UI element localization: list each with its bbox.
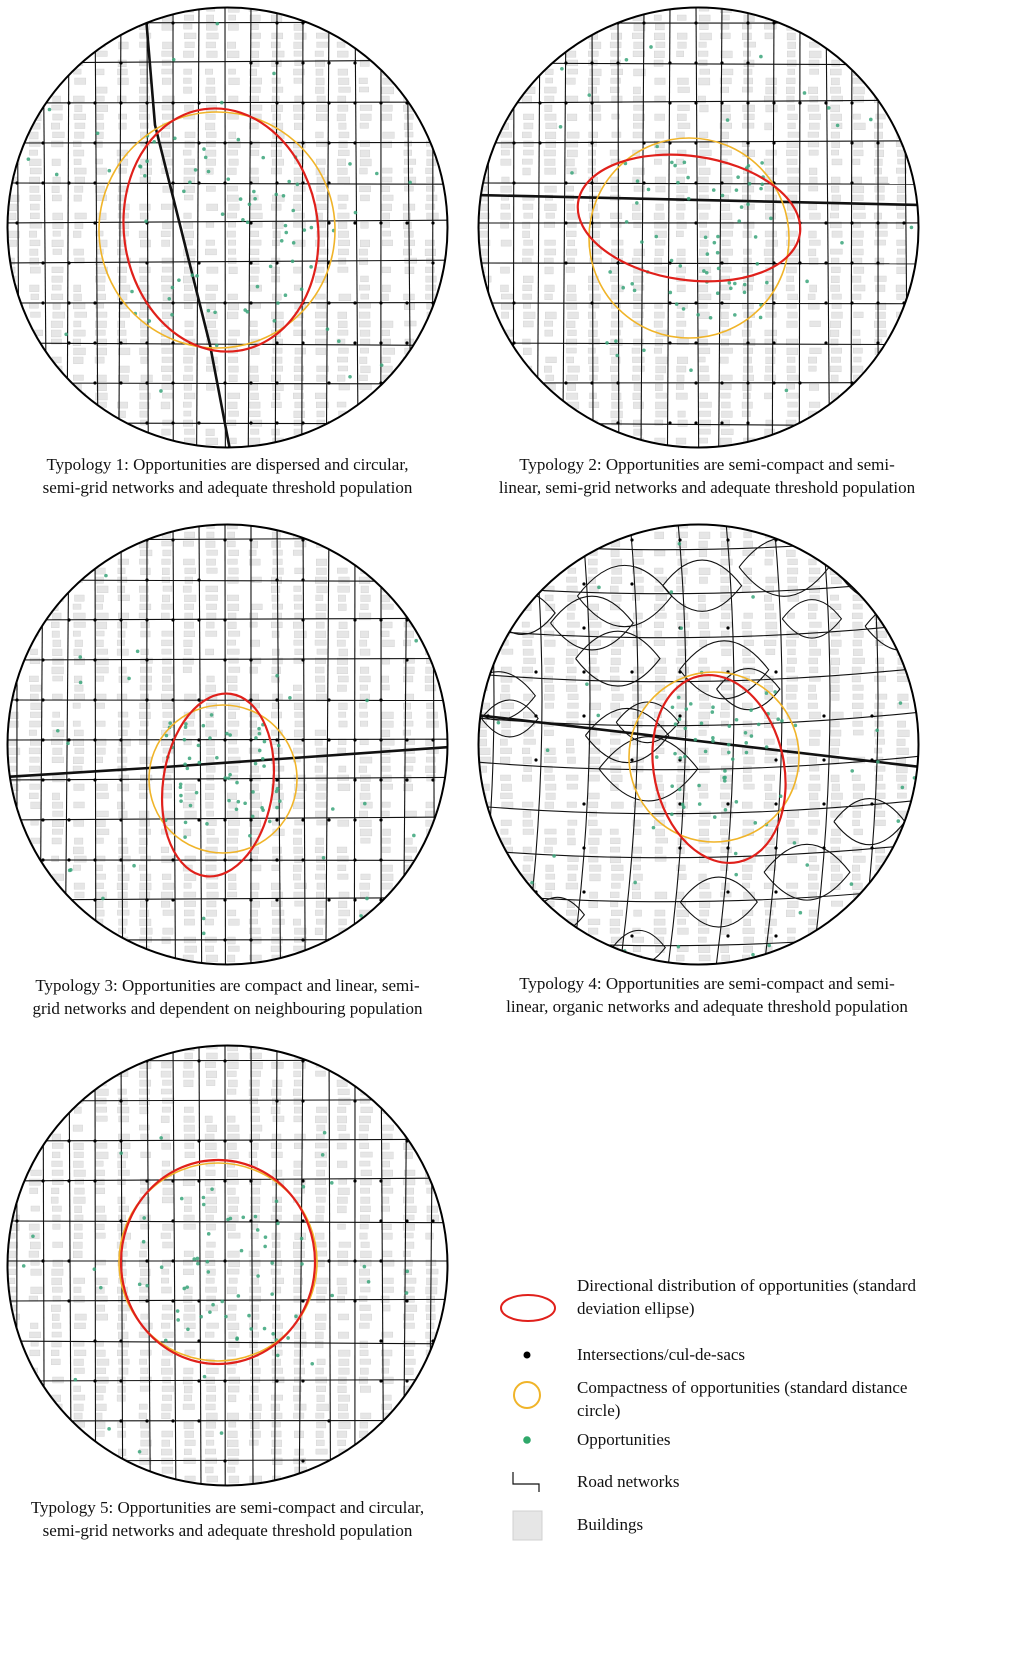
- legend-ellipse-line1: Directional distribution of opportunities (standard: [577, 1276, 916, 1295]
- caption-typology-5-line1: Typology 5: Opportunities are semi-compact and circular,: [30, 1498, 425, 1517]
- legend-circle-line1: Compactness of opportunities (standard distance: [577, 1378, 908, 1397]
- legend-ellipse-line2: deviation ellipse): [577, 1299, 695, 1318]
- caption-typology-3: [0, 974, 455, 1020]
- building-swatch-icon: [511, 1509, 545, 1543]
- map-typology-5: [5, 1043, 450, 1488]
- legend-circle-line2: circle): [577, 1401, 621, 1420]
- legend-roads-label: Road networks: [577, 1472, 680, 1491]
- caption-typology-2-line1: Typology 2: Opportunities are semi-compact and semi-: [519, 455, 895, 474]
- caption-typology-2: [472, 453, 942, 499]
- caption-typology-4: [472, 972, 942, 1018]
- legend-ellipse-label: [577, 1274, 916, 1320]
- map-typology-4-svg: [476, 522, 921, 967]
- legend-circle-label: [577, 1376, 907, 1422]
- map-typology-3-svg: [5, 522, 450, 967]
- caption-typology-1: [0, 453, 455, 499]
- legend-row-circle: [525, 1380, 1005, 1430]
- map-typology-4: [476, 522, 921, 967]
- legend-intersections-label: Intersections/cul-de-sacs: [577, 1345, 746, 1364]
- opportunity-dot-icon: [517, 1430, 537, 1450]
- caption-typology-4-line1: Typology 4: Opportunities are semi-compact and semi-: [519, 974, 895, 993]
- caption-typology-2-line2: linear, semi-grid networks and adequate threshold population: [498, 478, 916, 497]
- map-typology-2-svg: [476, 5, 921, 450]
- legend-row-opportunities: [525, 1430, 1005, 1472]
- ellipse-swatch-icon: [497, 1290, 559, 1330]
- caption-typology-5-line2: semi-grid networks and adequate threshold population: [42, 1521, 413, 1540]
- caption-typology-5: [0, 1496, 455, 1542]
- legend-buildings-label: Buildings: [577, 1515, 644, 1534]
- road-network-icon: [507, 1470, 547, 1494]
- legend-row-intersections: [525, 1345, 1005, 1380]
- intersection-dot-icon: [517, 1345, 537, 1365]
- map-typology-1-svg: [5, 5, 450, 450]
- map-typology-5-svg: [5, 1043, 450, 1488]
- legend-row-buildings: [525, 1515, 1005, 1555]
- caption-typology-1-line2: semi-grid networks and adequate threshold population: [42, 478, 413, 497]
- caption-typology-1-line1: Typology 1: Opportunities are dispersed and circular,: [46, 455, 409, 474]
- caption-typology-3-line2: grid networks and dependent on neighbouring population: [32, 999, 423, 1018]
- map-typology-1: [5, 5, 450, 450]
- caption-typology-3-line1: Typology 3: Opportunities are compact and linear, semi-: [35, 976, 420, 995]
- circle-swatch-icon: [507, 1375, 547, 1415]
- legend-row-ellipse: [525, 1276, 1005, 1345]
- map-typology-2: [476, 5, 921, 450]
- legend-row-roads: [525, 1472, 1005, 1515]
- legend-opportunities-label: Opportunities: [577, 1430, 671, 1449]
- legend: [525, 1276, 1005, 1555]
- caption-typology-4-line2: linear, organic networks and adequate threshold population: [506, 997, 908, 1016]
- map-typology-3: [5, 522, 450, 967]
